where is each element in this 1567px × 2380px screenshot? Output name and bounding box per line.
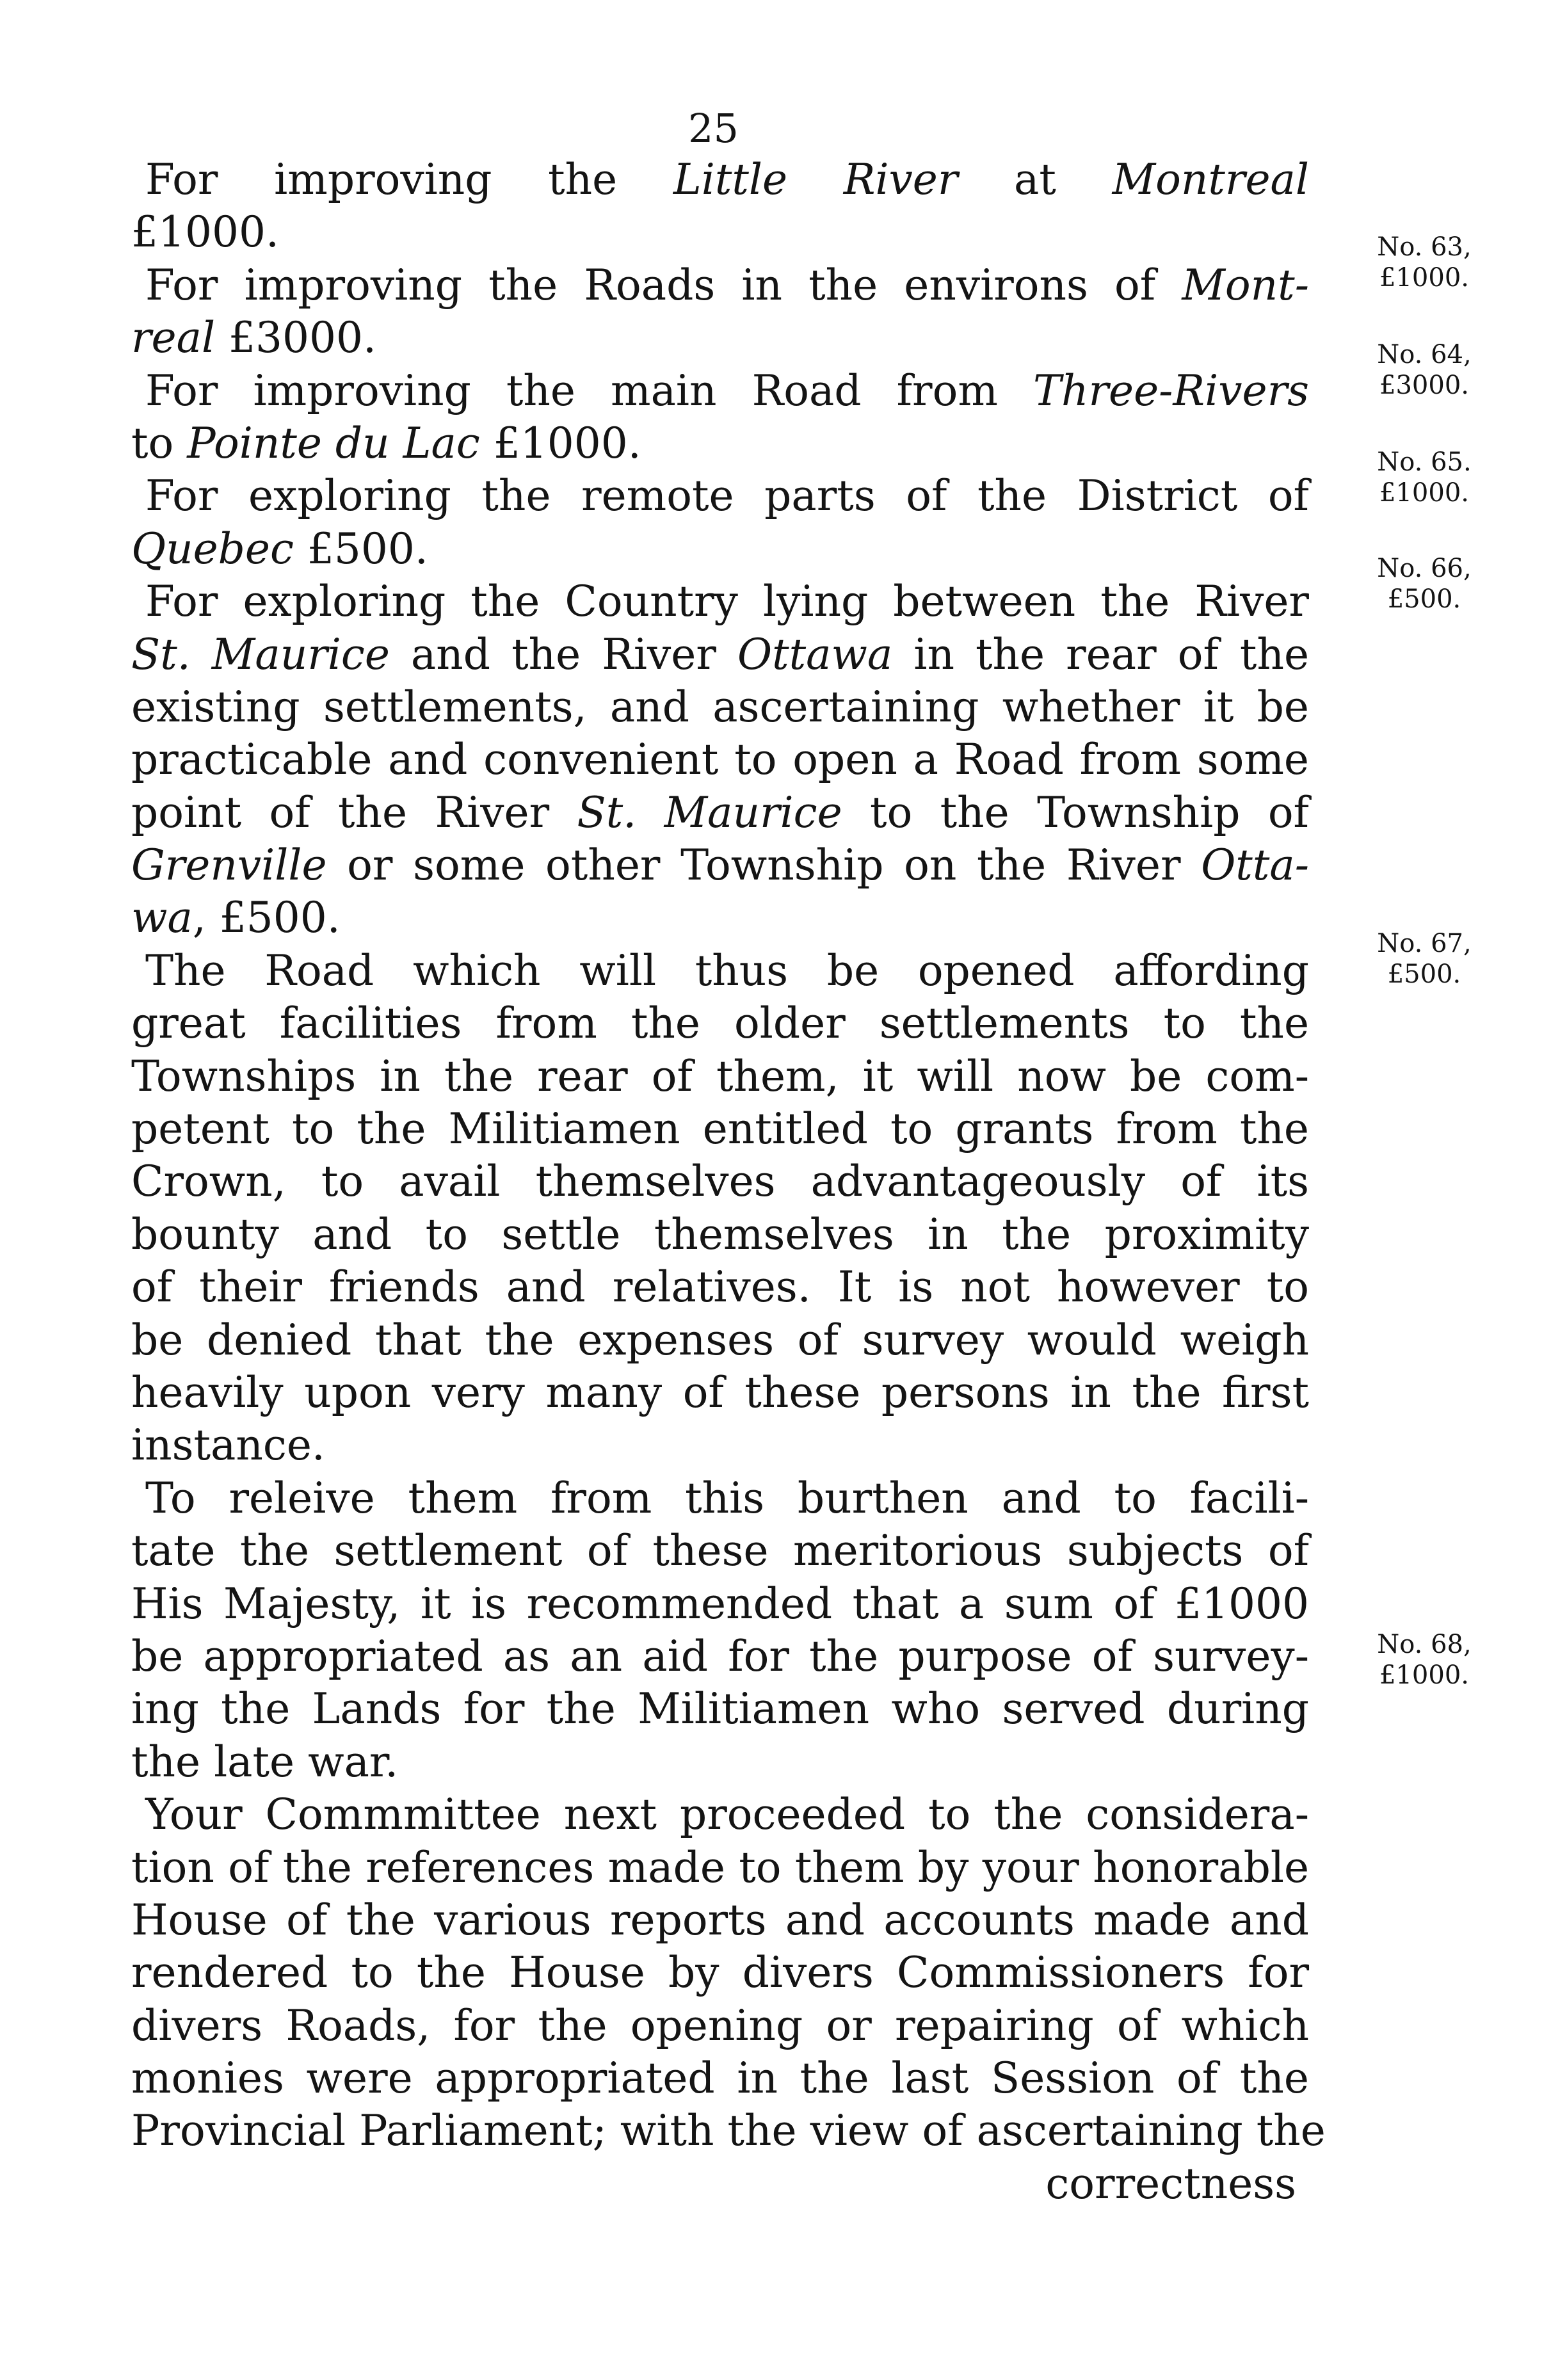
text-line: be denied that the expenses of survey would weigh [131,1315,1309,1365]
catchword: correctness [1045,2159,1296,2208]
margin-note-amount: £3000. [1379,371,1469,400]
text-line: St. Maurice and the River Ottawa in the rear of the [131,629,1310,679]
text-line: existing settlements, and ascertaining whether it be [131,682,1309,732]
margin-note [1341,447,1507,508]
text-line: For exploring the remote parts of the District of [145,471,1309,521]
text-line: wa, £500. [131,893,341,943]
text-line: For exploring the Country lying between the River [145,577,1309,627]
margin-note-number: No. 68, [1377,1630,1472,1659]
text-line: ing the Lands for the Militiamen who served during [131,1684,1309,1734]
text-line: Quebec £500. [131,524,428,574]
text-line: the late war. [131,1737,399,1787]
text-line: Provincial Parliament; with the view of ascertaining the [131,2106,1326,2156]
text-line: Your Commmittee next proceeded to the considera- [145,1790,1309,1840]
text-line: For improving the main Road from Three-Rivers [145,366,1309,415]
margin-note-amount: £500. [1387,960,1461,989]
margin-note-amount: £500. [1387,584,1461,614]
text-line: To releive them from this burthen and to facili- [145,1473,1309,1523]
page-number: 25 [688,105,739,152]
text-line: Townships in the rear of them, it will now be com- [131,1051,1309,1101]
text-line: House of the various reports and accounts made and [131,1895,1309,1945]
margin-note-number: No. 67, [1377,929,1472,958]
text-line: of their friends and relatives. It is not however to [131,1262,1309,1312]
margin-note-number: No. 66, [1377,554,1472,583]
margin-note-amount: £1000. [1379,263,1469,293]
margin-note [1341,1629,1507,1691]
text-line: Grenville or some other Township on the River Otta- [131,840,1309,890]
text-line: tate the settlement of these meritorious subjects of [131,1526,1309,1576]
margin-note-amount: £1000. [1379,478,1469,508]
margin-note [1341,928,1507,990]
text-line: For improving the Roads in the environs of Mont- [145,260,1309,310]
text-line: £1000. [131,207,279,257]
margin-note-number: No. 63, [1377,232,1472,262]
text-line: great facilities from the older settlements to the [131,999,1309,1049]
text-line: to Pointe du Lac £1000. [131,418,641,468]
text-line: heavily upon very many of these persons in the first [131,1367,1309,1417]
text-line: divers Roads, for the opening or repairing of which [131,2000,1309,2050]
text-line: Crown, to avail themselves advantageously of its [131,1157,1309,1207]
text-line: For improving the Little River at Montreal [145,155,1309,204]
text-line: The Road which will thus be opened affording [145,945,1309,995]
margin-note [1341,553,1507,615]
text-line: rendered to the House by divers Commissioners for [131,1948,1309,1998]
text-line: instance. [131,1420,325,1470]
text-line: real £3000. [131,313,376,363]
margin-note [1341,339,1507,401]
text-line: tion of the references made to them by your honorable [131,1842,1309,1892]
margin-note-amount: £1000. [1379,1660,1469,1690]
text-line: be appropriated as an aid for the purpose of survey- [131,1631,1309,1681]
text-line: bounty and to settle themselves in the proximity [131,1209,1309,1259]
body-text [131,154,1326,2210]
text-line: monies were appropriated in the last Session of the [131,2054,1309,2103]
margin-note [1341,232,1507,293]
margin-note-number: No. 65. [1377,447,1472,477]
text-line: His Majesty, it is recommended that a sum of £1000 [131,1579,1309,1628]
text-line: point of the River St. Maurice to the Township of [131,787,1309,837]
margin-note-number: No. 64, [1377,340,1472,369]
text-line: petent to the Militiamen entitled to grants from the [131,1104,1309,1154]
text-line: practicable and convenient to open a Road from some [131,735,1309,785]
